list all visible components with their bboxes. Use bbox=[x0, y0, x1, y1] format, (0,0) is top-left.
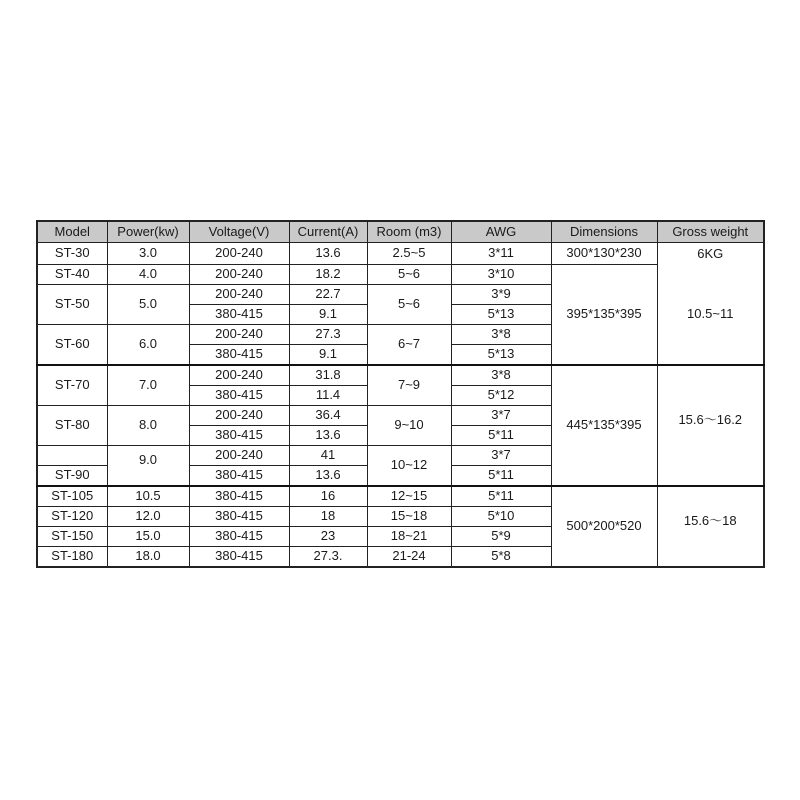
power-cell: 4.0 bbox=[107, 264, 189, 284]
dimensions-cell: 445*135*395 bbox=[551, 365, 657, 486]
room-cell: 9~10 bbox=[367, 405, 451, 445]
current-cell: 9.1 bbox=[289, 304, 367, 324]
table-row bbox=[37, 365, 764, 386]
current-cell: 13.6 bbox=[289, 243, 367, 265]
power-cell: 15.0 bbox=[107, 526, 189, 546]
model-cell: ST-80 bbox=[37, 405, 107, 445]
awg-cell: 3*11 bbox=[451, 243, 551, 265]
model-cell: ST-120 bbox=[37, 506, 107, 526]
header-voltage: Voltage(V) bbox=[189, 221, 289, 243]
power-cell: 3.0 bbox=[107, 243, 189, 265]
room-cell: 5~6 bbox=[367, 264, 451, 284]
power-cell: 5.0 bbox=[107, 284, 189, 324]
header-gross-weight: Gross weight bbox=[657, 221, 764, 243]
header-row bbox=[37, 221, 764, 243]
voltage-cell: 200-240 bbox=[189, 405, 289, 425]
current-cell: 18.2 bbox=[289, 264, 367, 284]
current-cell: 31.8 bbox=[289, 365, 367, 386]
current-cell: 41 bbox=[289, 445, 367, 465]
header-power: Power(kw) bbox=[107, 221, 189, 243]
awg-cell: 5*12 bbox=[451, 385, 551, 405]
room-cell: 2.5~5 bbox=[367, 243, 451, 265]
model-cell: ST-50 bbox=[37, 284, 107, 324]
model-cell: ST-180 bbox=[37, 546, 107, 567]
room-cell: 6~7 bbox=[367, 324, 451, 365]
current-cell: 18 bbox=[289, 506, 367, 526]
room-cell: 5~6 bbox=[367, 284, 451, 324]
room-cell: 18~21 bbox=[367, 526, 451, 546]
current-cell: 11.4 bbox=[289, 385, 367, 405]
gross-weight-cell: 10.5~11 bbox=[657, 264, 764, 365]
current-cell: 13.6 bbox=[289, 465, 367, 486]
voltage-cell: 380-415 bbox=[189, 506, 289, 526]
room-cell: 21-24 bbox=[367, 546, 451, 567]
room-cell: 7~9 bbox=[367, 365, 451, 406]
voltage-cell: 200-240 bbox=[189, 365, 289, 386]
voltage-cell: 200-240 bbox=[189, 445, 289, 465]
power-cell: 6.0 bbox=[107, 324, 189, 365]
model-cell: ST-150 bbox=[37, 526, 107, 546]
current-cell: 13.6 bbox=[289, 425, 367, 445]
power-cell: 10.5 bbox=[107, 486, 189, 507]
current-cell: 36.4 bbox=[289, 405, 367, 425]
awg-cell: 3*7 bbox=[451, 445, 551, 465]
voltage-cell: 380-415 bbox=[189, 546, 289, 567]
dimensions-cell: 395*135*395 bbox=[551, 264, 657, 365]
table-row bbox=[37, 486, 764, 507]
voltage-cell: 200-240 bbox=[189, 324, 289, 344]
header-dimensions: Dimensions bbox=[551, 221, 657, 243]
model-cell: ST-30 bbox=[37, 243, 107, 265]
awg-cell: 3*8 bbox=[451, 324, 551, 344]
model-cell: ST-60 bbox=[37, 324, 107, 365]
current-cell: 16 bbox=[289, 486, 367, 507]
voltage-cell: 200-240 bbox=[189, 264, 289, 284]
spec-table bbox=[36, 220, 765, 568]
voltage-cell: 380-415 bbox=[189, 304, 289, 324]
model-cell: ST-40 bbox=[37, 264, 107, 284]
room-cell: 15~18 bbox=[367, 506, 451, 526]
current-cell: 23 bbox=[289, 526, 367, 546]
voltage-cell: 380-415 bbox=[189, 465, 289, 486]
awg-cell: 3*7 bbox=[451, 405, 551, 425]
gross-weight-cell: 15.6～16.2 bbox=[657, 365, 764, 486]
power-cell: 8.0 bbox=[107, 405, 189, 445]
voltage-cell: 380-415 bbox=[189, 425, 289, 445]
voltage-cell: 380-415 bbox=[189, 486, 289, 507]
room-cell: 10~12 bbox=[367, 445, 451, 486]
awg-cell: 3*8 bbox=[451, 365, 551, 386]
power-cell: 9.0 bbox=[107, 445, 189, 486]
dimensions-cell: 500*200*520 bbox=[551, 486, 657, 567]
table-row bbox=[37, 264, 764, 284]
awg-cell: 5*11 bbox=[451, 425, 551, 445]
awg-cell: 5*13 bbox=[451, 304, 551, 324]
dimensions-cell: 300*130*230 bbox=[551, 243, 657, 265]
voltage-cell: 200-240 bbox=[189, 284, 289, 304]
voltage-cell: 380-415 bbox=[189, 344, 289, 365]
header-awg: AWG bbox=[451, 221, 551, 243]
power-cell: 7.0 bbox=[107, 365, 189, 406]
voltage-cell: 380-415 bbox=[189, 526, 289, 546]
voltage-cell: 200-240 bbox=[189, 243, 289, 265]
awg-cell: 3*10 bbox=[451, 264, 551, 284]
current-cell: 9.1 bbox=[289, 344, 367, 365]
power-cell: 12.0 bbox=[107, 506, 189, 526]
model-cell-empty bbox=[37, 445, 107, 465]
awg-cell: 5*9 bbox=[451, 526, 551, 546]
header-room: Room (m3) bbox=[367, 221, 451, 243]
awg-cell: 5*11 bbox=[451, 465, 551, 486]
header-current: Current(A) bbox=[289, 221, 367, 243]
gross-weight-cell: 6KG bbox=[657, 243, 764, 265]
gross-weight-cell: 15.6～18 bbox=[657, 486, 764, 567]
awg-cell: 5*13 bbox=[451, 344, 551, 365]
model-cell: ST-90 bbox=[37, 465, 107, 486]
voltage-cell: 380-415 bbox=[189, 385, 289, 405]
current-cell: 27.3. bbox=[289, 546, 367, 567]
power-cell: 18.0 bbox=[107, 546, 189, 567]
awg-cell: 5*11 bbox=[451, 486, 551, 507]
room-cell: 12~15 bbox=[367, 486, 451, 507]
current-cell: 27.3 bbox=[289, 324, 367, 344]
awg-cell: 5*10 bbox=[451, 506, 551, 526]
model-cell: ST-70 bbox=[37, 365, 107, 406]
table-row bbox=[37, 243, 764, 265]
awg-cell: 5*8 bbox=[451, 546, 551, 567]
model-cell: ST-105 bbox=[37, 486, 107, 507]
awg-cell: 3*9 bbox=[451, 284, 551, 304]
header-model: Model bbox=[37, 221, 107, 243]
current-cell: 22.7 bbox=[289, 284, 367, 304]
